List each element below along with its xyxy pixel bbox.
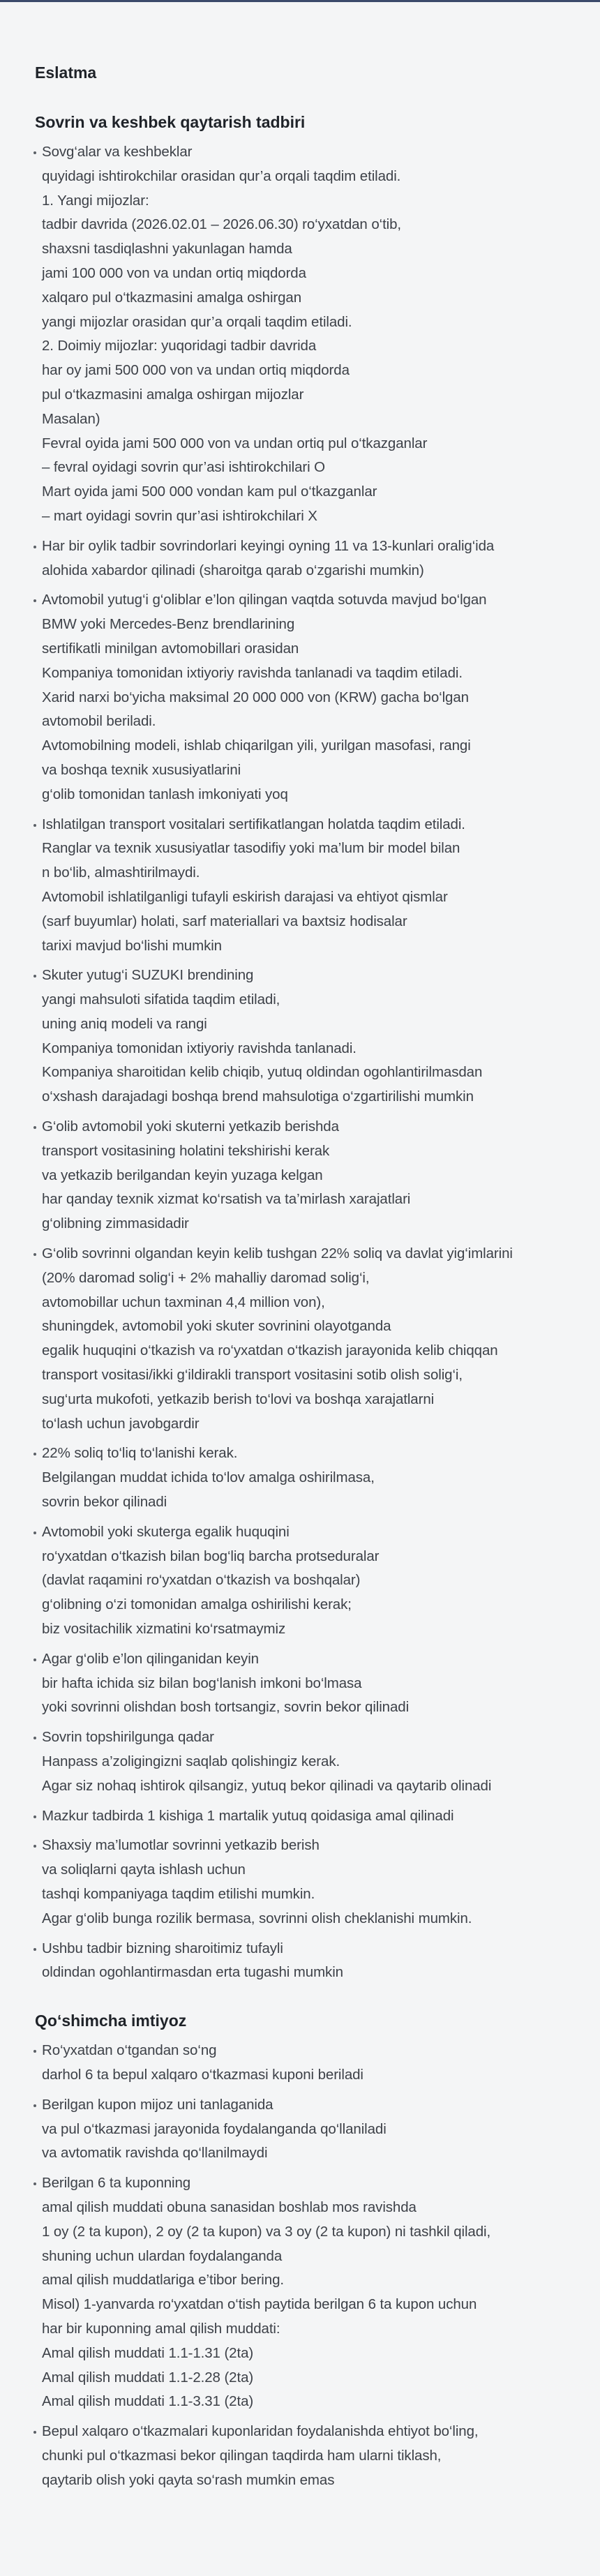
list-item: G‘olib sovrinni olgandan keyin kelib tushgan 22% soliq va davlat yig‘imlarini (20% daromad solig‘i + 2% mahalliy daromad solig‘i, avtomobillar uchun taxminan 4,4 million von), shuningdek, avtomobil yoki skuter sovrinini olayotganda egalik huquqini o‘tkazish va ro‘yxatdan o‘tkazish jarayonida kelib chiqqan transport vositasi/ikki g‘ildirakli transport vositasini sotib olish solig‘i, sug‘urta mukofoti, yetkazib berish to‘lovi va boshqa xarajatlarni to‘lash uchun javobgardir [35, 1242, 565, 1436]
list-item: Skuter yutug‘i SUZUKI brendining yangi mahsuloti sifatida taqdim etiladi, uning aniq modeli va rangi Kompaniya tomonidan ixtiyoriy ravishda tanlanadi. Kompaniya sharoitidan kelib chiqib, yutuq oldindan ogohlantirilmasdan o‘xshash darajadagi boshqa brend mahsulotiga o‘zgartirilishi mumkin [35, 964, 565, 1109]
list-item: Agar g‘olib e’lon qilinganidan keyin bir hafta ichida siz bilan bog‘lanish imkoni bo‘lmasa yoki sovrinni olishdan bosh tortsangiz, sovrin bekor qilinadi [35, 1647, 565, 1720]
list-item: Ishlatilgan transport vositalari sertifikatlangan holatda taqdim etiladi. Ranglar va texnik xususiyatlar tasodifiy yoki ma’lum bir model bilan n bo‘lib, almashtirilmaydi. Avtomobil ishlatilganligi tufayli eskirish darajasi va ehtiyot qismlar (sarf buyumlar) holati, sarf materiallari va baxtsiz hodisalar tarixi mavjud bo‘lishi mumkin [35, 813, 565, 959]
section-title: Sovrin va keshbek qaytarish tadbiri [35, 113, 306, 131]
list-item: Bepul xalqaro o‘tkazmalari kuponlaridan foydalanishda ehtiyot bo‘ling, chunki pul o‘tkazmasi bekor qilingan taqdirda ham ularni tiklash, qaytarib olish yoki qayta so‘rash mumkin emas [35, 2420, 565, 2492]
list-item: Mazkur tadbirda 1 kishiga 1 martalik yutuq qoidasiga amal qilinadi [35, 1804, 565, 1829]
section-additional-benefit [35, 2012, 565, 2492]
list-item: Ushbu tadbir bizning sharoitimiz tufayli oldindan ogohlantirmasdan erta tugashi mumkin [35, 1937, 565, 1986]
list-item: Sovg‘alar va keshbeklar quyidagi ishtirokchilar orasidan qur’a orqali taqdim etiladi. 1. Yangi mijozlar: tadbir davrida (2026.02.01 – 2026.06.30) ro‘yxatdan o‘tib, shaxsni tasdiqlashni yakunlagan hamda jami 100 000 von va undan ortiq miqdorda xalqaro pul o‘tkazmasini amalga oshirgan yangi mijozlar orasidan qur’a orqali taqdim etiladi. 2. Doimiy mijozlar: yuqoridagi tadbir davrida har oy jami 500 000 von va undan ortiq miqdorda pul o‘tkazmasini amalga oshirgan mijozlar Masalan) Fevral oyida jami 500 000 von va undan ortiq pul o‘tkazganlar – fevral oyidagi sovrin qur’asi ishtirokchilari O Mart oyida jami 500 000 vondan kam pul o‘tkazganlar – mart oyidagi sovrin qur’asi ishtirokchilari X [35, 140, 565, 529]
list-item: Avtomobil yutug‘i g‘oliblar e’lon qilingan vaqtda sotuvda mavjud bo‘lgan BMW yoki Mercedes-Benz brendlarining sertifikatli minilgan avtomobillari orasidan Kompaniya tomonidan ixtiyoriy ravishda tanlanadi va taqdim etiladi. Xarid narxi bo‘yicha maksimal 20 000 000 von (KRW) gacha bo‘lgan avtomobil beriladi. Avtomobilning modeli, ishlab chiqarilgan yili, yurilgan masofasi, rangi va boshqa texnik xususiyatlarini g‘olib tomonidan tanlash imkoniyati yoq [35, 588, 565, 807]
notice-list [35, 140, 565, 1985]
section-prize-cashback [35, 113, 565, 1985]
notice-list [35, 2039, 565, 2492]
page-title: Eslatma [35, 63, 97, 82]
list-item: Shaxsiy ma’lumotlar sovrinni yetkazib berish va soliqlarni qayta ishlash uchun tashqi kompaniyaga taqdim etilishi mumkin. Agar g‘olib bunga rozilik bermasa, sovrinni olish cheklanishi mumkin. [35, 1834, 565, 1931]
list-item: Berilgan 6 ta kuponning amal qilish muddati obuna sanasidan boshlab mos ravishda 1 oy (2 ta kupon), 2 oy (2 ta kupon) va 3 oy (2 ta kupon) ni tashkil qiladi, shuning uchun ulardan foydalanganda amal qilish muddatlariga e’tibor bering. Misol) 1-yanvarda ro‘yxatdan o‘tish paytida berilgan 6 ta kupon uchun har bir kuponning amal qilish muddati: Amal qilish muddati 1.1-1.31 (2ta) Amal qilish muddati 1.1-2.28 (2ta) Amal qilish muddati 1.1-3.31 (2ta) [35, 2171, 565, 2414]
list-item: 22% soliq to‘liq to‘lanishi kerak. Belgilangan muddat ichida to‘lov amalga oshirilmasa, sovrin bekor qilinadi [35, 1441, 565, 1514]
list-item: Avtomobil yoki skuterga egalik huquqini ro‘yxatdan o‘tkazish bilan bog‘liq barcha protseduralar (davlat raqamini ro‘yxatdan o‘tkazish va boshqalar) g‘olibning o‘zi tomonidan amalga oshirilishi kerak; biz vositachilik xizmatini ko‘rsatmaymiz [35, 1520, 565, 1642]
list-item: Sovrin topshirilgunga qadar Hanpass a’zoligingizni saqlab qolishingiz kerak. Agar siz nohaq ishtirok qilsangiz, yutuq bekor qilinadi va qaytarib olinadi [35, 1725, 565, 1798]
notice-container [0, 2, 600, 2493]
section-title: Qo‘shimcha imtiyoz [35, 2012, 187, 2030]
list-item: Berilgan kupon mijoz uni tanlaganida va pul o‘tkazmasi jarayonida foydalanganda qo‘llaniladi va avtomatik ravishda qo‘llanilmaydi [35, 2093, 565, 2166]
list-item: Ro‘yxatdan o‘tgandan so‘ng darhol 6 ta bepul xalqaro o‘tkazmasi kuponi beriladi [35, 2039, 565, 2088]
list-item: Har bir oylik tadbir sovrindorlari keyingi oyning 11 va 13-kunlari oralig‘ida alohida xabardor qilinadi (sharoitga qarab o‘zgarishi mumkin) [35, 534, 565, 583]
list-item: G‘olib avtomobil yoki skuterni yetkazib berishda transport vositasining holatini tekshirishi kerak va yetkazib berilgandan keyin yuzaga kelgan har qanday texnik xizmat ko‘rsatish va ta’mirlash xarajatlari g‘olibning zimmasidadir [35, 1115, 565, 1236]
